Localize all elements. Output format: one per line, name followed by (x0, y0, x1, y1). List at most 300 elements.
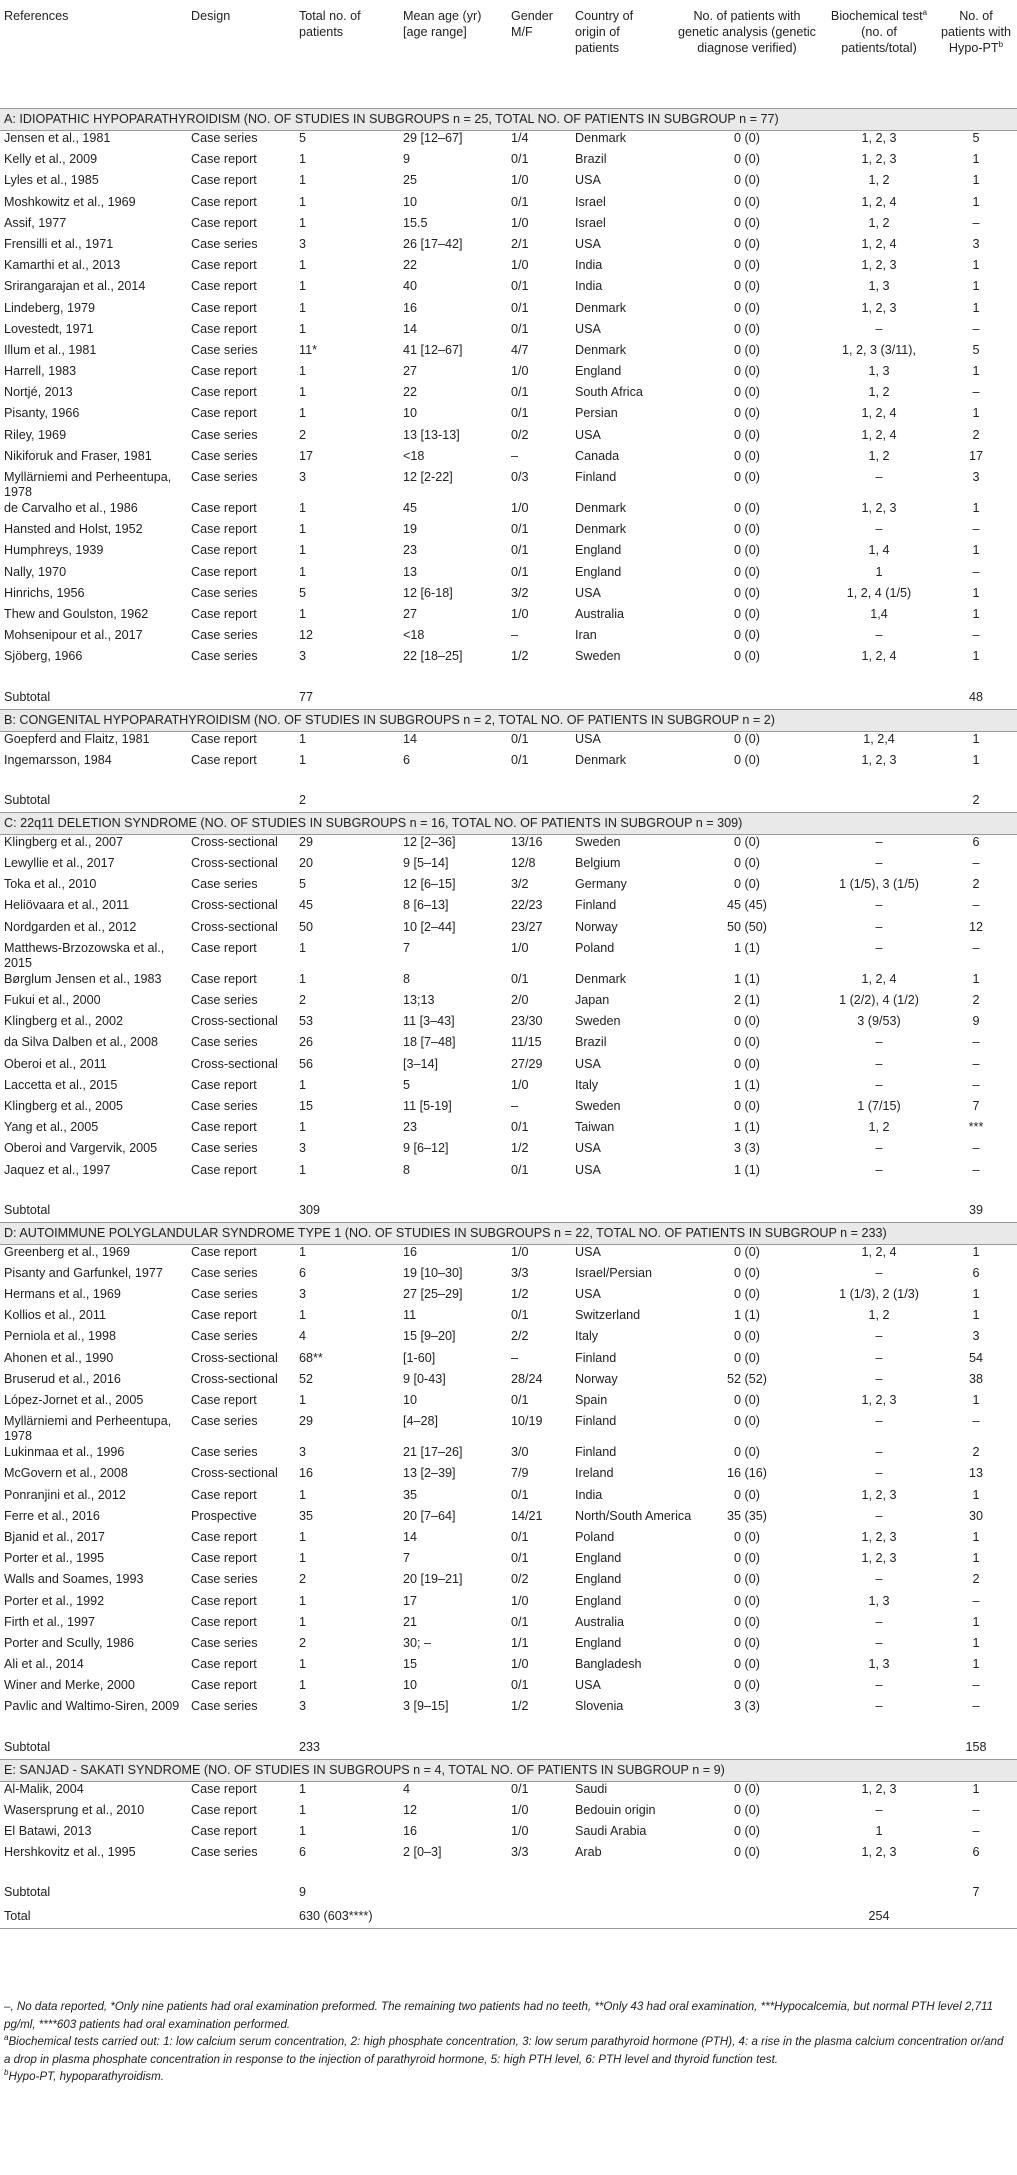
cell-mean-age (399, 1198, 507, 1223)
cell-hypo-pt: – (972, 1035, 980, 1050)
spacer-row (0, 774, 1017, 788)
cell-reference: Humphreys, 1939 (4, 543, 104, 558)
cell-reference: Klingberg et al., 2002 (4, 1014, 124, 1029)
cell-total: 1 (299, 731, 307, 746)
cell-hypo-pt: 1 (972, 1551, 980, 1566)
cell-gender: 1/2 (511, 649, 529, 664)
spacer-row (0, 1184, 1017, 1198)
cell-reference: Nally, 1970 (4, 564, 67, 579)
cell-mean-age: 8 (403, 971, 411, 986)
cell-genetic: 0 (0) (734, 258, 760, 273)
table-row (0, 834, 1017, 856)
cell-reference: Subtotal (4, 792, 51, 807)
cell-reference: Ahonen et al., 1990 (4, 1350, 114, 1365)
cell-design: Case report (191, 1802, 257, 1817)
cell-total: 1 (299, 543, 307, 558)
cell-country: Sweden (575, 1098, 621, 1113)
cell-country (571, 1198, 671, 1223)
cell-hypo-pt: – (972, 1077, 980, 1092)
cell-total: 29 (299, 834, 314, 849)
cell-genetic: 0 (0) (734, 1487, 760, 1502)
cell-biochemical: – (875, 1572, 883, 1587)
cell-country: Sweden (575, 649, 621, 664)
cell-reference: Frensilli et al., 1971 (4, 236, 114, 251)
header-biochemical-label: Biochemical test (830, 9, 923, 23)
cell-genetic: 0 (0) (734, 1657, 760, 1672)
cell-genetic (671, 1880, 823, 1904)
cell-gender: 1/2 (511, 1287, 529, 1302)
cell-total: 2 (299, 1572, 307, 1587)
cell-mean-age: 7 (403, 940, 411, 955)
cell-hypo-pt: – (972, 856, 980, 871)
cell-hypo-pt: 1 (972, 752, 980, 767)
cell-reference: Lukinmaa et al., 1996 (4, 1445, 125, 1460)
cell-hypo-pt: – (972, 1414, 980, 1429)
cell-design: Case report (191, 522, 257, 537)
subtotal-row (0, 1880, 1017, 1904)
cell-reference: Perniola et al., 1998 (4, 1329, 117, 1344)
cell-reference: Ingemarsson, 1984 (4, 752, 112, 767)
cell-country: Denmark (575, 501, 627, 515)
table-row (0, 301, 1017, 322)
cell-mean-age: 6 (403, 752, 411, 767)
cell-biochemical: – (875, 1329, 883, 1344)
cell-design: Case series (191, 470, 258, 484)
cell-gender: 1/0 (511, 606, 529, 621)
header-references: References (0, 0, 187, 109)
table-row (0, 1657, 1017, 1678)
cell-gender: 7/9 (511, 1466, 529, 1481)
cell-reference: Al-Malik, 2004 (4, 1781, 84, 1796)
cell-genetic: 0 (0) (734, 385, 760, 400)
cell-reference: Srirangarajan et al., 2014 (4, 279, 146, 294)
cell-mean-age: 13 (403, 564, 418, 579)
cell-mean-age: 27 (403, 606, 418, 621)
cell-country: Australia (575, 1614, 624, 1629)
cell-hypo-pt: 1 (972, 1781, 980, 1796)
cell-total: 1 (299, 1593, 307, 1608)
table-row (0, 1308, 1017, 1329)
cell-country: Sweden (575, 1014, 621, 1029)
cell-biochemical (823, 685, 935, 710)
cell-biochemical: – (875, 628, 883, 643)
cell-total: 233 (299, 1739, 321, 1754)
cell-design: Case series (191, 1141, 258, 1156)
cell-mean-age: [4–28] (403, 1414, 439, 1429)
cell-country (571, 788, 671, 813)
cell-genetic: 0 (0) (734, 321, 760, 336)
cell-hypo-pt: 38 (968, 1371, 983, 1386)
cell-design: Case report (191, 1551, 257, 1566)
cell-reference: Lewyllie et al., 2017 (4, 856, 115, 871)
cell-biochemical: 1, 2, 4 (1/5) (846, 585, 912, 600)
cell-country: Israel (575, 194, 606, 209)
cell-total: 1 (299, 1162, 307, 1177)
cell-design: Case report (191, 258, 257, 273)
cell-gender: 0/1 (511, 1308, 529, 1323)
cell-total: 1 (299, 1781, 307, 1796)
cell-hypo-pt: 3 (972, 236, 980, 251)
cell-reference: Fukui et al., 2000 (4, 993, 101, 1007)
cell-genetic (671, 1904, 823, 1929)
table-row (0, 1099, 1017, 1120)
cell-biochemical: – (875, 1614, 883, 1629)
cell-mean-age: 11 (403, 1308, 417, 1323)
cell-mean-age (399, 685, 507, 710)
footnote-3-text: Hypo-PT, hypoparathyroidism. (8, 2070, 164, 2083)
header-genetic-analysis: No. of patients with genetic analysis (genetic diagnose verified) (671, 0, 823, 109)
cell-mean-age: 10 (403, 1678, 418, 1693)
cell-design: Case report (191, 1657, 257, 1672)
cell-design: Case series (191, 1287, 258, 1302)
cell-country: Brazil (575, 152, 607, 167)
cell-mean-age: [1-60] (403, 1350, 436, 1365)
cell-total: 5 (299, 131, 307, 145)
subtotal-row (0, 788, 1017, 813)
cell-gender: 0/1 (511, 731, 529, 746)
cell-genetic: 1 (1) (734, 940, 760, 955)
cell-design: Case series (191, 1845, 258, 1860)
cell-hypo-pt: 1 (972, 1635, 980, 1650)
cell-mean-age: 9 [0-43] (403, 1371, 446, 1386)
cell-country: USA (575, 236, 601, 251)
cell-mean-age: 19 (403, 522, 418, 537)
cell-hypo-pt: – (972, 1699, 980, 1714)
cell-hypo-pt: – (972, 1802, 980, 1817)
cell-design: Case series (191, 993, 258, 1007)
header-country: Country of origin of patients (571, 0, 671, 109)
cell-gender: 0/1 (511, 1529, 529, 1544)
cell-hypo-pt: 3 (972, 470, 980, 484)
cell-total: 3 (299, 470, 307, 484)
cell-mean-age: 22 [18–25] (403, 649, 463, 664)
cell-country: USA (575, 1056, 601, 1071)
cell-gender: 1/1 (511, 1635, 529, 1650)
cell-total: 5 (299, 585, 307, 600)
cell-design: Case report (191, 152, 257, 167)
cell-country: USA (575, 1244, 601, 1259)
cell-biochemical (823, 1198, 935, 1223)
cell-country: Ireland (575, 1466, 614, 1481)
cell-reference: Bruserud et al., 2016 (4, 1371, 121, 1386)
cell-mean-age: 25 (403, 173, 418, 188)
cell-total: 52 (299, 1371, 314, 1386)
cell-hypo-pt: 1 (972, 300, 980, 315)
table-row (0, 898, 1017, 919)
cell-gender: 1/0 (511, 1244, 529, 1259)
cell-total: 1 (299, 1678, 307, 1693)
header-biochemical-rest: (no. of patients/total) (841, 25, 917, 55)
cell-mean-age: 10 [2–44] (403, 919, 456, 934)
cell-gender: 0/1 (511, 1614, 529, 1629)
cell-total: 1 (299, 501, 307, 515)
section-header (0, 709, 1017, 731)
subtotal-row (0, 1735, 1017, 1760)
table-row (0, 1078, 1017, 1099)
cell-gender: 2/2 (511, 1329, 529, 1344)
cell-gender: – (511, 628, 519, 643)
cell-design: Case series (191, 448, 258, 463)
cell-gender: 1/0 (511, 173, 529, 188)
table-row (0, 543, 1017, 564)
cell-country: South Africa (575, 385, 643, 400)
table-row (0, 1488, 1017, 1509)
cell-design: Case report (191, 385, 257, 400)
cell-reference: Kollios et al., 2011 (4, 1308, 106, 1323)
cell-country: Finland (575, 898, 617, 913)
cell-hypo-pt: – (972, 1824, 980, 1838)
table-row (0, 1509, 1017, 1530)
cell-reference: Porter et al., 1995 (4, 1551, 105, 1566)
table-row (0, 1530, 1017, 1551)
cell-reference: Riley, 1969 (4, 427, 67, 442)
cell-reference: Myllärniemi and Perheentupa, 1978 (4, 470, 172, 499)
cell-country: Canada (575, 448, 620, 463)
cell-design: Case report (191, 406, 257, 421)
cell-total: 1 (299, 152, 307, 167)
cell-reference: Pisanty, 1966 (4, 406, 80, 421)
cell-reference: Porter and Scully, 1986 (4, 1635, 134, 1650)
cell-biochemical: – (875, 1265, 883, 1280)
cell-gender: 1/0 (511, 1593, 529, 1608)
table-row (0, 173, 1017, 194)
table-row (0, 731, 1017, 753)
cell-country: Saudi Arabia (575, 1824, 647, 1838)
table-row (0, 343, 1017, 364)
cell-biochemical: 1 (1/3), 2 (1/3) (839, 1287, 919, 1302)
cell-biochemical: – (875, 1162, 883, 1177)
cell-hypo-pt (935, 1904, 1017, 1929)
table-row (0, 1244, 1017, 1266)
cell-design: Cross-sectional (191, 856, 278, 871)
cell-gender: 0/1 (511, 1781, 529, 1796)
cell-design: Cross-sectional (191, 1350, 278, 1365)
cell-gender: 0/3 (511, 470, 529, 484)
cell-genetic: 0 (0) (734, 1781, 760, 1796)
cell-mean-age: 9 [6–12] (403, 1141, 449, 1156)
cell-biochemical: 3 (9/53) (857, 1014, 901, 1029)
table-row (0, 1636, 1017, 1657)
cell-design: Case report (191, 215, 257, 230)
cell-biochemical: 1, 2 (868, 1120, 890, 1135)
cell-genetic: 0 (0) (734, 856, 760, 871)
section-header (0, 109, 1017, 131)
cell-genetic: 0 (0) (734, 1414, 760, 1429)
cell-reference: Harrell, 1983 (4, 364, 77, 379)
cell-country: USA (575, 427, 601, 442)
cell-hypo-pt: 158 (965, 1739, 987, 1754)
cell-reference: Subtotal (4, 1739, 51, 1754)
cell-country: Slovenia (575, 1699, 624, 1714)
cell-design: Case report (191, 1077, 257, 1092)
cell-biochemical: 1, 2, 3 (861, 300, 897, 315)
cell-hypo-pt: 1 (972, 1614, 980, 1629)
cell-total: 50 (299, 919, 314, 934)
table-row (0, 877, 1017, 898)
cell-reference: Toka et al., 2010 (4, 877, 97, 892)
table-row (0, 920, 1017, 941)
cell-genetic (671, 685, 823, 710)
cell-mean-age: 12 [6-18] (403, 585, 453, 600)
cell-biochemical: – (875, 1056, 883, 1071)
table-row (0, 649, 1017, 670)
table-row (0, 364, 1017, 385)
table-row (0, 1163, 1017, 1184)
cell-design: Case series (191, 236, 258, 251)
cell-hypo-pt: 1 (972, 606, 980, 621)
cell-biochemical: – (875, 1699, 883, 1714)
cell-gender: 3/3 (511, 1845, 529, 1860)
cell-design (187, 788, 295, 813)
cell-design: Case report (191, 606, 257, 621)
cell-gender: 0/1 (511, 1162, 529, 1177)
cell-reference: Klingberg et al., 2007 (4, 834, 124, 849)
cell-gender: 1/0 (511, 1657, 529, 1672)
cell-mean-age: 12 [6–15] (403, 877, 456, 892)
cell-gender: 23/27 (511, 919, 543, 934)
cell-genetic: 0 (0) (734, 522, 760, 537)
cell-country: Denmark (575, 342, 627, 357)
cell-biochemical (823, 788, 935, 813)
cell-gender: 2/1 (511, 236, 529, 251)
cell-biochemical: 1 (1/5), 3 (1/5) (839, 877, 919, 892)
table-row (0, 1594, 1017, 1615)
cell-biochemical: – (875, 1371, 883, 1386)
cell-biochemical: 1, 2, 3 (861, 1781, 897, 1796)
cell-genetic: 45 (45) (727, 898, 767, 913)
cell-total: 9 (299, 1885, 307, 1900)
cell-hypo-pt: 17 (968, 448, 983, 463)
table-row (0, 1678, 1017, 1699)
cell-biochemical: 1, 2, 3 (861, 1551, 897, 1566)
cell-mean-age: 10 (403, 194, 418, 209)
cell-design: Case report (191, 1120, 257, 1135)
cell-hypo-pt: 1 (972, 971, 980, 986)
cell-biochemical: – (875, 940, 883, 955)
cell-total: 1 (299, 1487, 307, 1502)
cell-mean-age: 27 (403, 364, 418, 379)
cell-gender: 0/1 (511, 543, 529, 558)
cell-hypo-pt: 1 (972, 152, 980, 167)
cell-country: Saudi (575, 1781, 608, 1796)
subtotal-row (0, 1198, 1017, 1223)
table-row (0, 753, 1017, 774)
cell-hypo-pt: 1 (972, 279, 980, 294)
cell-gender (507, 685, 571, 710)
cell-hypo-pt: 2 (972, 792, 980, 807)
cell-biochemical: 1, 4 (868, 543, 890, 558)
table-row (0, 522, 1017, 543)
cell-gender: 11/15 (511, 1035, 542, 1050)
table-footnotes (4, 1998, 1009, 2086)
table-row (0, 628, 1017, 649)
cell-reference: Jaquez et al., 1997 (4, 1162, 111, 1177)
cell-design: Case series (191, 1035, 258, 1050)
cell-gender: 0/1 (511, 279, 529, 294)
cell-genetic: 35 (35) (727, 1508, 767, 1523)
cell-mean-age: 3 [9–15] (403, 1699, 449, 1714)
cell-genetic: 0 (0) (734, 752, 760, 767)
cell-mean-age: 30; – (403, 1635, 432, 1650)
cell-mean-age: 9 (403, 152, 411, 167)
cell-total: 1 (299, 1614, 307, 1629)
header-biochemical-test (823, 0, 935, 109)
cell-design: Case series (191, 585, 258, 600)
section-title: E: SANJAD - SAKATI SYNDROME (NO. OF STUDIES IN SUBGROUPS n = 4, TOTAL NO. OF PATIENTS IN SUBGROUP n = 9) (0, 1759, 1017, 1781)
cell-hypo-pt: 1 (972, 1287, 980, 1302)
spacer-cell (0, 774, 1017, 788)
cell-hypo-pt: 9 (972, 1014, 980, 1029)
section-title: B: CONGENITAL HYPOPARATHYROIDISM (NO. OF STUDIES IN SUBGROUPS n = 2, TOTAL NO. OF PATIENTS IN SUBGROUP n = 2) (0, 709, 1017, 731)
cell-country: India (575, 1487, 603, 1502)
cell-hypo-pt: 1 (972, 649, 980, 664)
cell-genetic (671, 1735, 823, 1760)
cell-hypo-pt: 1 (972, 1244, 980, 1259)
cell-biochemical: – (875, 1141, 883, 1156)
cell-reference: da Silva Dalben et al., 2008 (4, 1035, 159, 1050)
cell-hypo-pt: 5 (972, 342, 980, 357)
cell-genetic: 0 (0) (734, 279, 760, 294)
cell-total: 15 (299, 1098, 314, 1113)
cell-reference: Yang et al., 2005 (4, 1120, 99, 1135)
cell-total: 1 (299, 385, 307, 400)
cell-biochemical: – (875, 919, 883, 934)
cell-country: Italy (575, 1077, 599, 1092)
cell-gender: 3/2 (511, 877, 529, 892)
cell-mean-age: 18 [7–48] (403, 1035, 456, 1050)
cell-gender: 13/16 (511, 834, 543, 849)
cell-country: England (575, 364, 622, 379)
table-row (0, 993, 1017, 1014)
cell-country: Spain (575, 1393, 608, 1407)
table-row (0, 1329, 1017, 1350)
cell-total: 2 (299, 427, 307, 442)
cell-gender: 0/1 (511, 752, 529, 767)
cell-design: Cross-sectional (191, 834, 278, 849)
cell-design: Cross-sectional (191, 1014, 278, 1029)
cell-mean-age: 22 (403, 258, 418, 273)
cell-country: Arab (575, 1845, 602, 1860)
cell-design (187, 1735, 295, 1760)
table-row (0, 941, 1017, 972)
cell-genetic: 0 (0) (734, 1265, 760, 1280)
cell-reference: Ali et al., 2014 (4, 1657, 84, 1672)
cell-total: 1 (299, 1393, 307, 1407)
cell-total: 17 (299, 448, 314, 463)
cell-reference: Subtotal (4, 1885, 51, 1900)
cell-gender: 0/1 (511, 971, 529, 986)
footnote-3-sup: b (4, 2068, 9, 2078)
cell-hypo-pt: 1 (972, 543, 980, 558)
cell-hypo-pt: 6 (972, 1845, 980, 1860)
cell-total: 1 (299, 258, 307, 273)
cell-gender: 27/29 (511, 1056, 543, 1071)
cell-biochemical: 1, 2 (868, 1308, 890, 1323)
cell-design: Case report (191, 321, 257, 336)
cell-design: Case report (191, 1678, 257, 1693)
cell-genetic: 0 (0) (734, 152, 760, 167)
cell-biochemical (823, 1880, 935, 1904)
cell-biochemical: 1, 2 (868, 173, 890, 188)
cell-reference: Matthews-Brzozowska et al., 2015 (4, 940, 165, 970)
cell-mean-age (399, 1735, 507, 1760)
cell-design: Cross-sectional (191, 1466, 278, 1481)
cell-country: Sweden (575, 834, 621, 849)
cell-gender: – (511, 448, 519, 463)
cell-gender: 1/4 (511, 131, 529, 145)
cell-design: Case report (191, 940, 257, 955)
cell-reference: Laccetta et al., 2015 (4, 1077, 118, 1092)
